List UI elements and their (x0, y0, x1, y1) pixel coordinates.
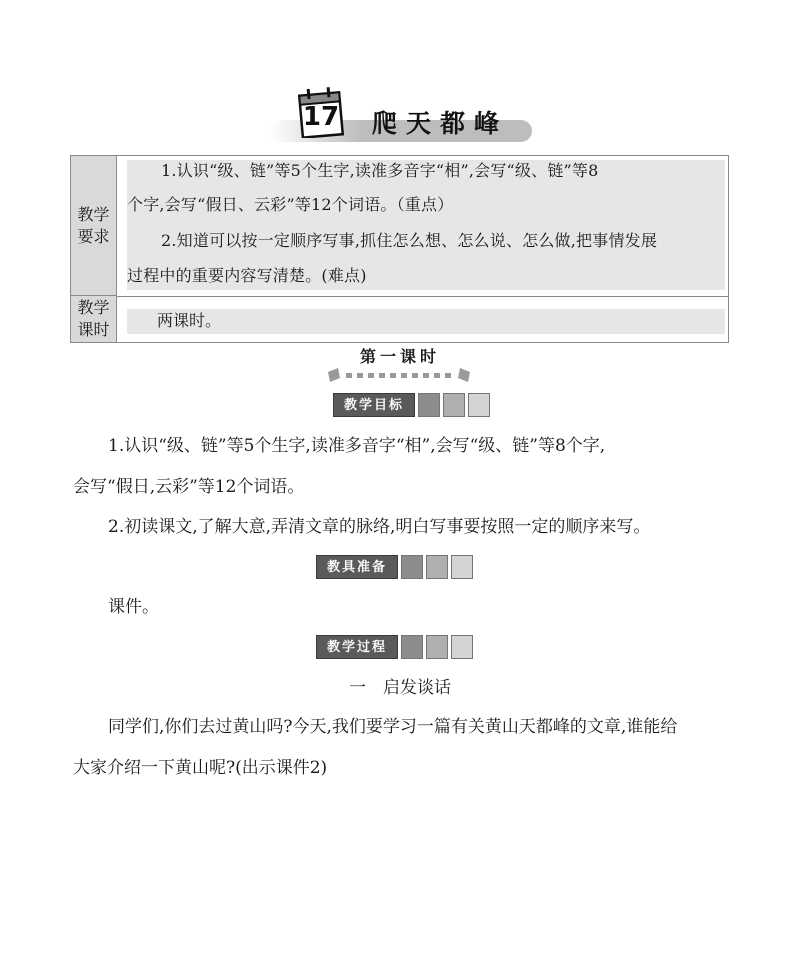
tag-square (426, 635, 448, 659)
teaching-hours-text: 两课时。 (157, 311, 222, 330)
tag-square (401, 555, 423, 579)
tools-text: 课件。 (108, 597, 159, 617)
process-subheading: 一 启发谈话 (349, 678, 451, 698)
tools-tag (316, 555, 473, 579)
section-title: 第一课时 (359, 347, 440, 366)
goal-line: 1.认识“级、链”等5个生字,读准多音字“相”,会写“级、链”等8个字, (108, 436, 606, 456)
requirement-line: 1.认识“级、链”等5个生字,读准多音字“相”,会写“级、链”等8 (161, 161, 599, 180)
tag-square (451, 555, 473, 579)
tag-square (468, 393, 490, 417)
process-line: 同学们,你们去过黄山吗?今天,我们要学习一篇有关黄山天都峰的文章,谁能给 (108, 717, 678, 737)
tag-square (451, 635, 473, 659)
process-tag-label: 教学过程 (316, 635, 398, 659)
teaching-hours-label-cell (71, 296, 117, 342)
teaching-requirements-content (127, 160, 725, 290)
teaching-hours-label: 教学课时 (77, 298, 110, 339)
requirement-line: 2.知道可以按一定顺序写事,抓住怎么想、怎么说、怎么做,把事情发展 (161, 231, 658, 250)
tools-tag-label: 教具准备 (316, 555, 398, 579)
teaching-requirements-label-cell (71, 156, 117, 296)
teaching-hours-content (127, 309, 725, 334)
tag-square (401, 635, 423, 659)
goal-line: 2.初读课文,了解大意,弄清文章的脉络,明白写事要按照一定的顺序来写。 (108, 517, 651, 537)
lesson-title: 爬天都峰 (372, 109, 509, 138)
requirement-line: 个字,会写“假日、云彩”等12个词语。（重点） (127, 195, 454, 214)
goals-tag-label: 教学目标 (333, 393, 415, 417)
process-tag (316, 635, 473, 659)
tag-square (426, 555, 448, 579)
requirement-line: 过程中的重要内容写清楚。(难点) (127, 266, 367, 285)
lesson-number: 17 (302, 102, 340, 132)
goal-line: 会写“假日,云彩”等12个词语。 (73, 477, 305, 497)
tag-square (443, 393, 465, 417)
goals-tag (333, 393, 490, 417)
requirements-table (70, 155, 729, 343)
tag-square (418, 393, 440, 417)
table-row-divider (117, 296, 729, 297)
process-line: 大家介绍一下黄山呢?(出示课件2) (73, 758, 328, 778)
section-divider-decoration (328, 368, 472, 382)
teaching-requirements-label: 教学要求 (77, 204, 110, 246)
